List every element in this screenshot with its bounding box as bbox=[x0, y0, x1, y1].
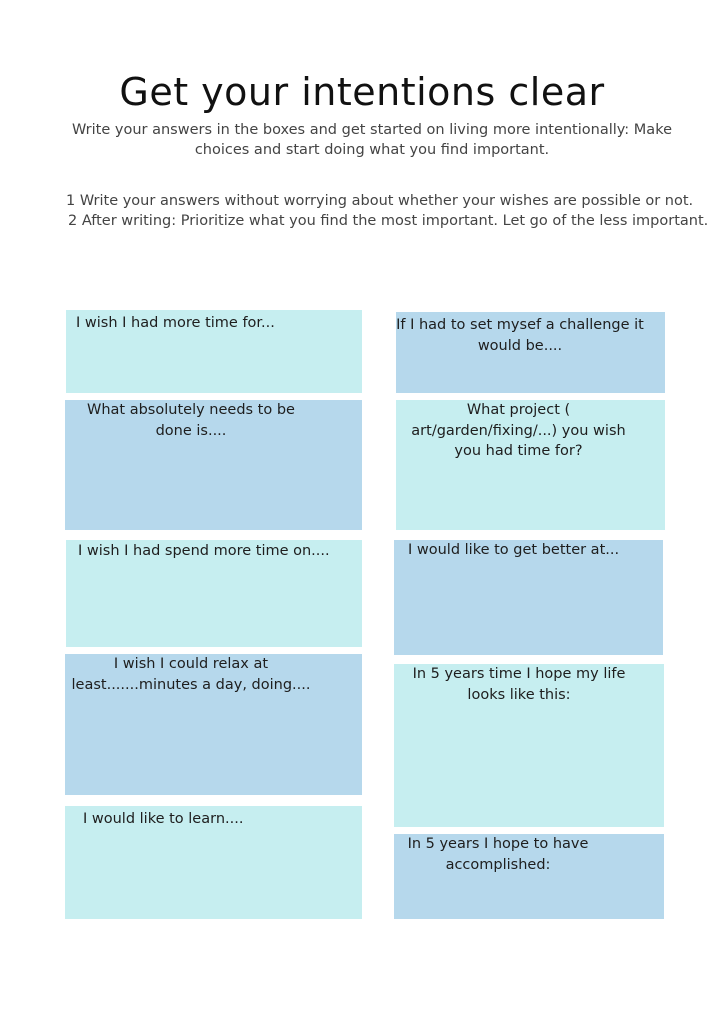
prompt-get-better: I would like to get better at... bbox=[408, 542, 620, 558]
prompt-spend-time: I wish I had spend more time on.... bbox=[78, 543, 330, 559]
instruction-1: 1 Write your answers without worrying about whether your wishes are possible or not. bbox=[66, 193, 694, 209]
prompt-accomplished: In 5 years I hope to have accomplished: bbox=[407, 836, 589, 873]
answer-box-more-time[interactable] bbox=[66, 310, 362, 393]
page-title: Get your intentions clear bbox=[119, 70, 605, 114]
answer-box-learn[interactable] bbox=[65, 806, 362, 919]
prompt-learn: I would like to learn.... bbox=[83, 811, 244, 827]
answer-box-project[interactable] bbox=[396, 400, 665, 530]
prompt-five-years-life: In 5 years time I hope my life looks like this: bbox=[412, 666, 626, 703]
answer-box-accomplished[interactable] bbox=[394, 834, 664, 919]
prompt-relax: I wish I could relax at least.......minutes a day, doing.... bbox=[71, 656, 311, 693]
prompt-needs-done: What absolutely needs to be done is.... bbox=[87, 402, 295, 439]
answer-box-five-years-life[interactable] bbox=[394, 664, 664, 827]
prompt-project: What project ( art/garden/fixing/...) you wish you had time for? bbox=[411, 402, 626, 459]
answer-box-challenge[interactable] bbox=[396, 312, 665, 393]
answer-box-get-better[interactable] bbox=[394, 540, 663, 655]
prompt-more-time: I wish I had more time for... bbox=[76, 315, 275, 331]
prompt-challenge: If I had to set mysef a challenge it would be.... bbox=[396, 317, 644, 354]
subtitle: Write your answers in the boxes and get started on living more intentionally: Make choices and start doing what you find important. bbox=[72, 122, 672, 158]
instruction-2: 2 After writing: Prioritize what you find the most important. Let go of the less important. bbox=[68, 213, 709, 229]
answer-box-needs-done[interactable] bbox=[65, 400, 362, 530]
answer-box-spend-time[interactable] bbox=[66, 540, 362, 647]
answer-box-relax[interactable] bbox=[65, 654, 362, 795]
